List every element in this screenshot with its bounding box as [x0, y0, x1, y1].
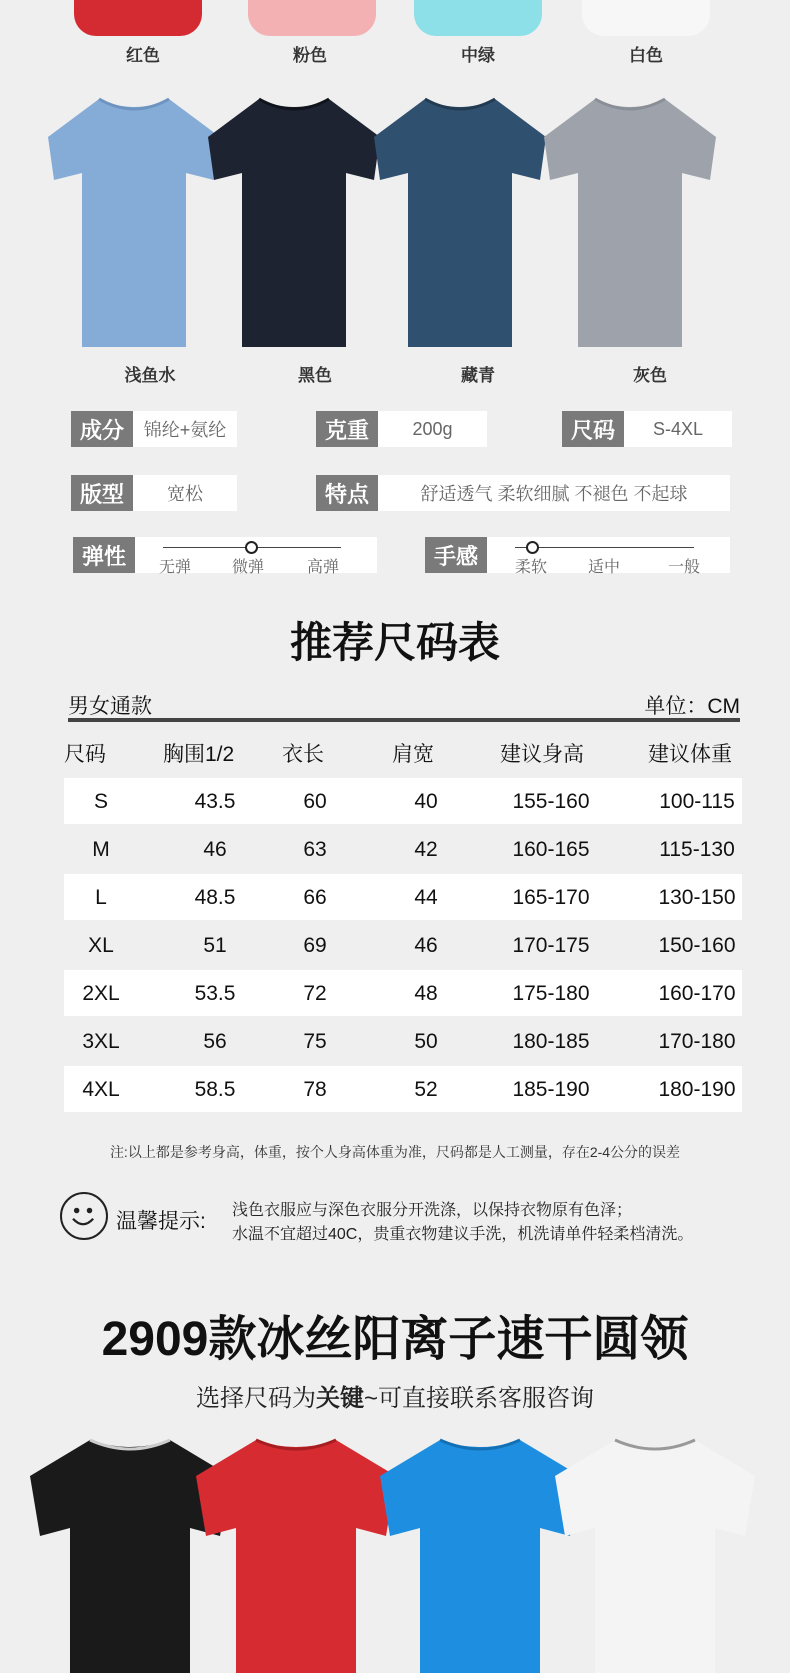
col-weight: 建议体重	[648, 743, 732, 766]
table-cell: 63	[303, 838, 327, 861]
attr-size-value: S-4XL	[624, 411, 732, 447]
table-row	[64, 826, 742, 872]
table-cell: 78	[303, 1078, 327, 1101]
table-row	[64, 1066, 742, 1112]
attr-size-key: 尺码	[562, 411, 624, 447]
color-label-light-blue: 浅鱼水	[124, 366, 176, 385]
col-shoulder: 肩宽	[392, 743, 434, 766]
color-label-navy: 藏青	[461, 366, 495, 385]
table-cell: 150-160	[658, 934, 736, 957]
table-cell: 115-130	[659, 838, 735, 861]
size-chart-unit: 单位：CM	[644, 695, 740, 718]
table-cell: M	[92, 838, 110, 861]
product-subtitle	[0, 1378, 790, 1413]
smiley-icon	[60, 1192, 108, 1240]
color-label-red: 红色	[126, 46, 160, 65]
table-row	[64, 922, 742, 968]
attr-material	[71, 411, 237, 447]
attr-material-value: 锦纶+氨纶	[133, 411, 237, 447]
shirt-white-partial	[582, 0, 710, 36]
tips-line-2: 水温不宜超过40C，贵重衣物建议手洗，机洗请单件轻柔档清洗。	[232, 1226, 694, 1243]
attr-feature-key: 特点	[316, 475, 378, 511]
shirt-red-partial	[74, 0, 202, 36]
attr-size	[562, 411, 732, 447]
attr-elasticity	[73, 537, 377, 576]
table-cell: 52	[414, 1078, 438, 1101]
table-cell: 56	[203, 1030, 227, 1053]
col-size: 尺码	[64, 743, 106, 766]
size-note: 注:以上都是参考身高，体重，按个人身高体重为准，尺码都是人工测量，存在2-4公分的误差	[109, 1144, 681, 1160]
shirt-bottom-white	[545, 1436, 765, 1673]
table-cell: 185-190	[512, 1078, 590, 1101]
table-cell: 75	[303, 1030, 327, 1053]
attr-material-key: 成分	[71, 411, 133, 447]
table-cell: 160-170	[658, 982, 736, 1005]
shirt-pink-partial	[248, 0, 376, 36]
elasticity-label-slight: 微弹	[232, 559, 265, 576]
table-cell: 3XL	[82, 1030, 120, 1053]
table-cell: 48	[414, 982, 438, 1005]
attr-weight-key: 克重	[316, 411, 378, 447]
table-cell: 155-160	[512, 790, 590, 813]
table-cell: 46	[414, 934, 438, 957]
touch-label-medium: 适中	[588, 559, 621, 576]
table-cell: 42	[414, 838, 438, 861]
shirt-light-blue	[44, 95, 224, 355]
table-cell: 40	[414, 790, 438, 813]
table-cell: 100-115	[659, 790, 735, 813]
shirt-navy	[370, 95, 550, 355]
table-cell: 160-165	[512, 838, 590, 861]
table-cell: 2XL	[82, 982, 120, 1005]
subtitle-after: ~可直接联系客服咨询	[363, 1385, 594, 1412]
table-cell: 69	[303, 934, 327, 957]
table-row	[64, 778, 742, 824]
attr-feature-value: 舒适透气 柔软细腻 不褪色 不起球	[378, 475, 730, 511]
attr-feature	[316, 475, 730, 511]
col-chest: 胸围1/2	[163, 743, 235, 766]
elasticity-scale	[135, 537, 377, 576]
table-cell: 50	[414, 1030, 438, 1053]
col-length: 衣长	[282, 743, 324, 766]
touch-label-soft: 柔软	[515, 559, 548, 576]
table-cell: 60	[303, 790, 327, 813]
attr-touch-key: 手感	[425, 537, 487, 573]
product-title: 2909款冰丝阳离子速干圆领	[101, 1313, 689, 1366]
table-row	[64, 1018, 742, 1064]
touch-scale-marker	[526, 541, 539, 554]
touch-label-normal: 一般	[668, 559, 701, 576]
color-label-grey: 灰色	[633, 366, 667, 385]
attr-fit	[71, 475, 237, 511]
elasticity-label-high: 高弹	[307, 559, 340, 576]
table-cell: S	[93, 790, 108, 813]
attr-fit-key: 版型	[71, 475, 133, 511]
table-cell: 4XL	[82, 1078, 120, 1101]
table-cell: 48.5	[194, 886, 236, 909]
table-cell: 44	[414, 886, 438, 909]
table-cell: 165-170	[512, 886, 590, 909]
table-cell: XL	[88, 934, 114, 957]
table-cell: 53.5	[194, 982, 236, 1005]
attr-weight	[316, 411, 487, 447]
shirt-green-partial	[414, 0, 542, 36]
table-row	[64, 874, 742, 920]
tips-line-1: 浅色衣服应与深色衣服分开洗涤，以保持衣物原有色泽；	[232, 1202, 633, 1219]
color-label-green: 中绿	[461, 46, 495, 65]
subtitle-bold: 关键	[315, 1385, 364, 1412]
table-cell: 175-180	[512, 982, 590, 1005]
attr-elasticity-key: 弹性	[73, 537, 135, 573]
size-chart-rule	[68, 718, 740, 722]
table-cell: 58.5	[194, 1078, 236, 1101]
attr-weight-value: 200g	[378, 411, 487, 447]
col-height: 建议身高	[500, 743, 584, 766]
attr-touch	[425, 537, 730, 576]
shirt-grey	[540, 95, 720, 355]
tips-title: 温馨提示:	[116, 1210, 206, 1233]
color-label-pink: 粉色	[293, 46, 327, 65]
table-cell: 130-150	[658, 886, 736, 909]
color-label-white: 白色	[629, 46, 663, 65]
table-cell: 46	[203, 838, 227, 861]
subtitle-before: 选择尺码为	[195, 1385, 316, 1412]
size-chart-gender: 男女通款	[68, 695, 152, 718]
table-row	[64, 970, 742, 1016]
shirt-black	[204, 95, 384, 355]
table-cell: 43.5	[194, 790, 236, 813]
elasticity-scale-marker	[245, 541, 258, 554]
size-chart-title: 推荐尺码表	[289, 619, 500, 666]
table-cell: L	[95, 886, 107, 909]
touch-scale	[487, 537, 730, 576]
table-cell: 180-185	[512, 1030, 590, 1053]
attr-fit-value: 宽松	[133, 475, 237, 511]
table-cell: 66	[303, 886, 327, 909]
table-cell: 170-175	[512, 934, 590, 957]
table-cell: 51	[203, 934, 227, 957]
table-cell: 72	[303, 982, 327, 1005]
elasticity-label-none: 无弹	[159, 559, 192, 576]
touch-scale-line	[515, 547, 694, 548]
color-label-black: 黑色	[298, 366, 332, 385]
table-cell: 180-190	[658, 1078, 736, 1101]
table-cell: 170-180	[658, 1030, 736, 1053]
